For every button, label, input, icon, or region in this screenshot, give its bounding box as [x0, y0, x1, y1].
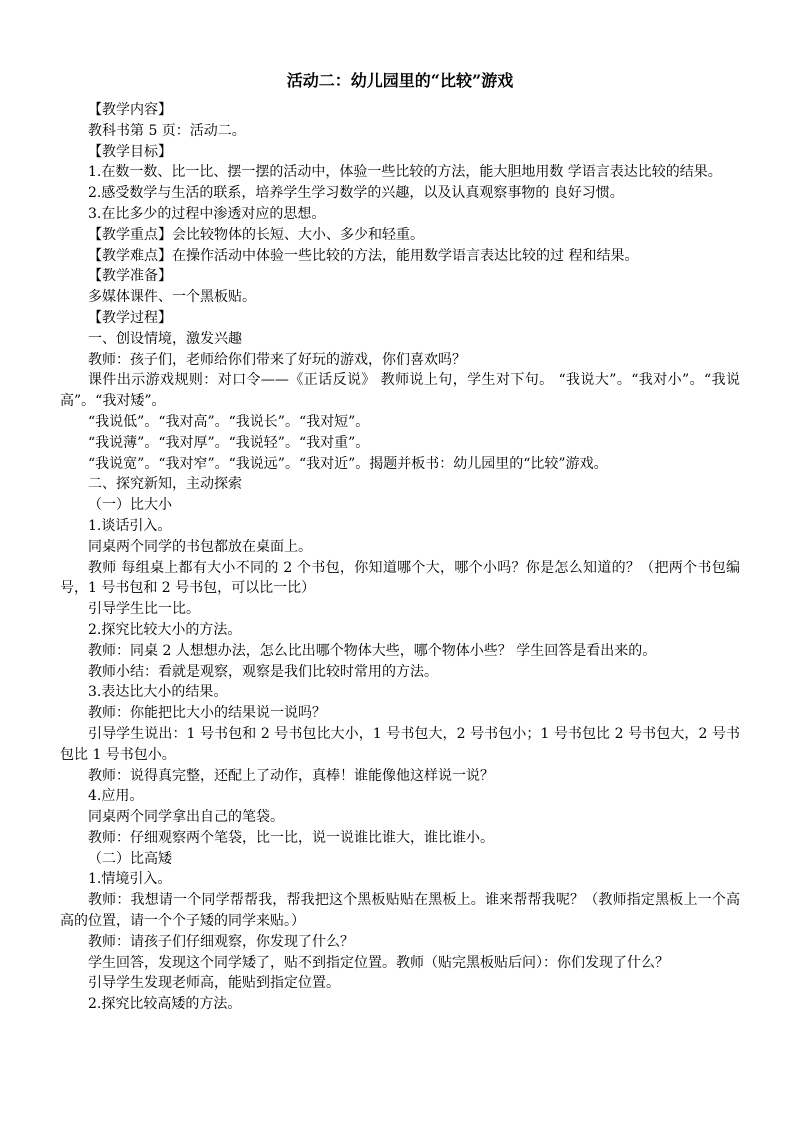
paragraph: 【教学重点】会比较物体的长短、大小、多少和轻重。: [88, 226, 424, 243]
section-heading: 【教学准备】: [88, 268, 172, 285]
subsection-heading: 二、探究新知，主动探索: [88, 476, 242, 493]
paragraph: 引导学生说出：1 号书包和 2 号书包比大小，1 号书包大，2 号书包小；1 号书包比 2 号书包大，2 号书包比 1 号书包小。: [60, 725, 740, 763]
subsection-heading: （二）比高矮: [88, 850, 172, 867]
paragraph: 2.探究比较高矮的方法。: [88, 996, 242, 1013]
paragraph: 1.情境引入。: [88, 871, 172, 888]
paragraph: 1.在数一数、比一比、摆一摆的活动中，体验一些比较的方法，能大胆地用数 学语言表达比较的结果。: [88, 164, 722, 181]
paragraph: 1.谈话引入。: [88, 517, 172, 534]
paragraph: 3.表达比大小的结果。: [88, 684, 228, 701]
paragraph: “我说宽”。“我对窄”。“我说远”。“我对近”。揭题并板书：幼儿园里的“比较”游戏。: [88, 455, 608, 472]
paragraph: 教师：我想请一个同学帮帮我，帮我把这个黑板贴贴在黑板上。谁来帮帮我呢？（教师指定黑板上一个高高的位置，请一个个子矮的同学来贴。）: [60, 892, 740, 930]
document-page: [60, 70, 740, 1015]
document-title: 活动二：幼儿园里的“比较”游戏: [286, 71, 514, 90]
paragraph: “我说薄”。“我对厚”。“我说轻”。“我对重”。: [88, 434, 370, 451]
paragraph: 【教学难点】在操作活动中体验一些比较的方法，能用数学语言表达比较的过 程和结果。: [88, 247, 639, 264]
paragraph: 引导学生比一比。: [88, 601, 200, 618]
paragraph: 教师：请孩子们仔细观察，你发现了什么？: [88, 933, 354, 950]
paragraph: 4.应用。: [88, 788, 144, 805]
paragraph: 教师小结：看就是观察，观察是我们比较时常用的方法。: [88, 663, 438, 680]
paragraph: 3.在比多少的过程中渗透对应的思想。: [88, 205, 326, 222]
subsection-heading: 一、创设情境，激发兴趣: [88, 330, 242, 347]
paragraph: 教师：同桌 2 人想想办法，怎么比出哪个物体大些，哪个物体小些？ 学生回答是看出来的。: [88, 642, 657, 659]
paragraph: 同桌两个同学拿出自己的笔袋。: [88, 809, 284, 826]
subsection-heading: （一）比大小: [88, 497, 172, 514]
paragraph: 多媒体课件、一个黑板贴。: [88, 289, 256, 306]
paragraph: 教师 每组桌上都有大小不同的 2 个书包，你知道哪个大，哪个小吗？你是怎么知道的？（把两个书包编号，1 号书包和 2 号书包，可以比一比）: [60, 559, 740, 597]
paragraph: 教师：说得真完整，还配上了动作，真棒！谁能像他这样说一说？: [88, 767, 494, 784]
document-body: [60, 100, 740, 1015]
section-heading: 【教学目标】: [88, 143, 172, 160]
paragraph: 2.感受数学与生活的联系，培养学生学习数学的兴趣，以及认真观察事物的 良好习惯。: [88, 185, 624, 202]
paragraph: 教师：你能把比大小的结果说一说吗？: [88, 705, 326, 722]
paragraph: 教师：仔细观察两个笔袋，比一比，说一说谁比谁大，谁比谁小。: [88, 829, 494, 846]
paragraph: 教科书第 5 页：活动二。: [88, 122, 246, 139]
section-heading: 【教学内容】: [88, 102, 172, 118]
paragraph: 教师：孩子们，老师给你们带来了好玩的游戏，你们喜欢吗？: [88, 351, 466, 368]
paragraph: 2.探究比较大小的方法。: [88, 621, 242, 638]
paragraph: 同桌两个同学的书包都放在桌面上。: [88, 538, 312, 555]
section-heading: 【教学过程】: [88, 309, 172, 326]
paragraph: “我说低”。“我对高”。“我说长”。“我对短”。: [88, 413, 370, 430]
paragraph: 引导学生发现老师高，能贴到指定位置。: [88, 975, 340, 992]
paragraph: 课件出示游戏规则：对口令——《正话反说》 教师说上句，学生对下句。 “我说大”。“我对小”。“我说高”。“我对矮”。: [60, 372, 740, 410]
paragraph: 学生回答，发现这个同学矮了，贴不到指定位置。教师（贴完黑板贴后问）：你们发现了什么？: [88, 954, 669, 971]
